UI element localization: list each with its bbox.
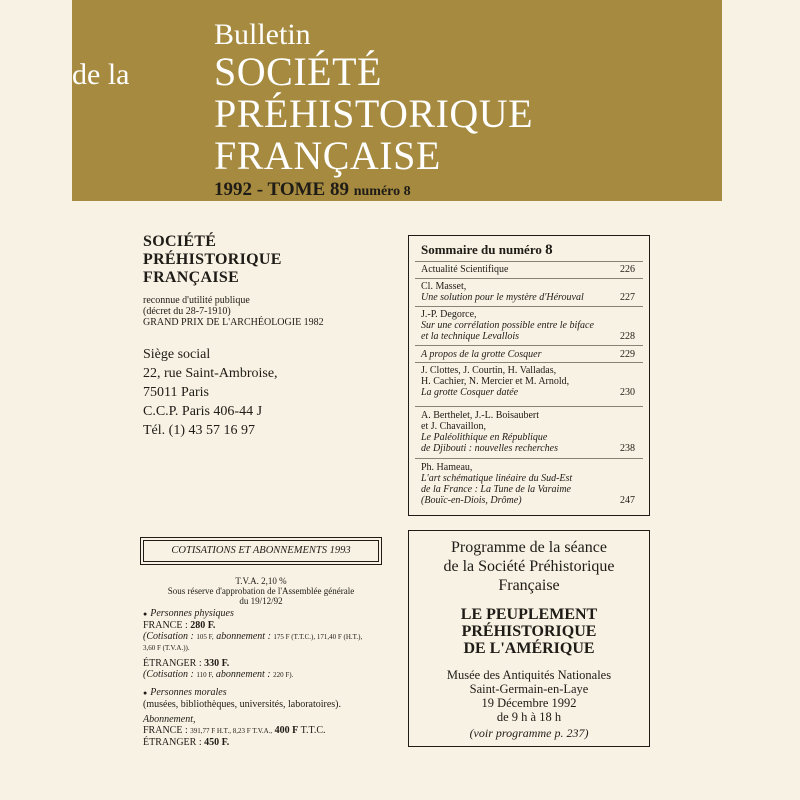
issue-line — [214, 179, 411, 201]
programme-headline: LE PEUPLEMENT PRÉHISTORIQUE DE L'AMÉRIQUE — [460, 606, 598, 657]
programme-box — [408, 530, 650, 747]
bullet-icon: ● — [143, 689, 148, 697]
france-detail-tva: 3,60 F (T.V.A.)). — [143, 644, 190, 652]
personnes-morales: ● Personnes morales — [143, 687, 227, 698]
sommaire-page: 247 — [620, 495, 635, 506]
address-line-1: Siège social — [143, 347, 211, 362]
sommaire-page: 227 — [620, 292, 635, 303]
sommaire-rule — [415, 278, 643, 279]
rates-block — [143, 606, 388, 748]
sommaire-entry: J.-P. Degorce, Sur une corrélation possible entre le biface et la technique Levallois — [421, 309, 594, 342]
france-rate: FRANCE : 280 F. — [143, 620, 216, 631]
address-line-3: 75011 Paris — [143, 385, 209, 400]
programme-venue: Musée des Antiquités Nationales Saint-Germain-en-Laye 19 Décembre 1992 de 9 h à 18 h — [446, 668, 612, 724]
society-name-1: SOCIÉTÉ — [143, 233, 217, 250]
france-detail: (Cotisation : 105 F, abonnement : 175 F (T.T.C.), 171,40 F (H.T.), — [143, 631, 363, 642]
issue-main: 1992 - TOME 89 — [214, 179, 349, 200]
society-note-3: GRAND PRIX DE L'ARCHÉOLOGIE 1982 — [143, 317, 324, 328]
sommaire-entry: Actualité Scientifique — [421, 264, 509, 275]
address-line-2: 22, rue Saint-Ambroise, — [143, 366, 278, 381]
title-line-1: SOCIÉTÉ — [214, 49, 382, 94]
address-line-5: Tél. (1) 43 57 16 97 — [143, 423, 255, 438]
sommaire-page: 226 — [620, 264, 635, 275]
sommaire-page: 230 — [620, 387, 635, 398]
sommaire-rule — [415, 362, 643, 363]
society-note-2: (décret du 28-7-1910) — [143, 306, 231, 317]
etranger-rate: ÉTRANGER : 330 F. — [143, 658, 230, 669]
personnes-physiques: ● Personnes physiques — [143, 608, 234, 619]
sommaire-entry: J. Clottes, J. Courtin, H. Valladas, H. Cachier, N. Mercier et M. Arnold, La grotte Cosquer datée — [421, 365, 570, 398]
issue-number: numéro 8 — [353, 184, 411, 199]
abonnement-etranger: ÉTRANGER : 450 F. — [143, 737, 230, 748]
sommaire-page: 238 — [620, 443, 635, 454]
sommaire-entry: A. Berthelet, J.-L. Boisaubert et J. Chavaillon, Le Paléolithique en République de Djibouti : nouvelles recherches — [421, 410, 558, 454]
society-name-2: PRÉHISTORIQUE — [143, 251, 282, 268]
sommaire-entry: Ph. Hameau, L'art schématique linéaire du Sud-Est de la France : La Tune de la Varaime (Bouïc-en-Diois, Drôme) — [421, 462, 573, 506]
sommaire-page: 229 — [620, 349, 635, 360]
sommaire-entry: A propos de la grotte Cosquer — [421, 349, 542, 360]
tva-line-3: du 19/12/92 — [239, 596, 283, 606]
header-band — [72, 0, 722, 201]
sommaire-entry: Cl. Masset, Une solution pour le mystère d'Hérouval — [421, 281, 584, 303]
society-note-1: reconnue d'utilité publique — [143, 295, 250, 306]
title-line-3: FRANÇAISE — [214, 133, 441, 178]
sommaire-box — [408, 235, 650, 516]
bulletin-word: Bulletin — [214, 18, 311, 51]
sommaire-rule — [415, 261, 643, 262]
sommaire-rule — [415, 345, 643, 346]
address-line-4: C.C.P. Paris 406-44 J — [143, 404, 263, 419]
morales-detail: (musées, bibliothèques, universités, laboratoires). — [143, 699, 342, 710]
sommaire-title: Sommaire du numéro 8 — [421, 242, 553, 258]
programme-reference: (voir programme p. 237) — [469, 726, 589, 740]
sommaire-page: 228 — [620, 331, 635, 342]
society-name-3: FRANÇAISE — [143, 269, 240, 286]
address-block — [143, 345, 278, 440]
sommaire-rule — [415, 406, 643, 407]
etranger-detail: (Cotisation : 110 F, abonnement : 220 F). — [143, 669, 294, 680]
sommaire-rule — [415, 458, 643, 459]
tva-line-2: Sous réserve d'approbation de l'Assemblée générale — [167, 586, 355, 596]
title-line-2: PRÉHISTORIQUE — [214, 91, 534, 136]
abonnement-france: FRANCE : 391,77 F H.T., 8,23 F T.V.A., 400 F T.T.C. — [143, 725, 326, 736]
de-la-word: de la — [72, 58, 130, 91]
bullet-icon: ● — [143, 610, 148, 618]
programme-title: Programme de la séance de la Société Préhistorique Française — [443, 539, 615, 594]
society-block — [143, 233, 383, 328]
tva-line-1: T.V.A. 2,10 % — [235, 576, 287, 586]
sommaire-rule — [415, 306, 643, 307]
tva-block — [143, 576, 379, 606]
abonnement-label: Abonnement, — [143, 714, 196, 725]
cotisations-title: COTISATIONS ET ABONNEMENTS 1993 — [143, 540, 379, 562]
